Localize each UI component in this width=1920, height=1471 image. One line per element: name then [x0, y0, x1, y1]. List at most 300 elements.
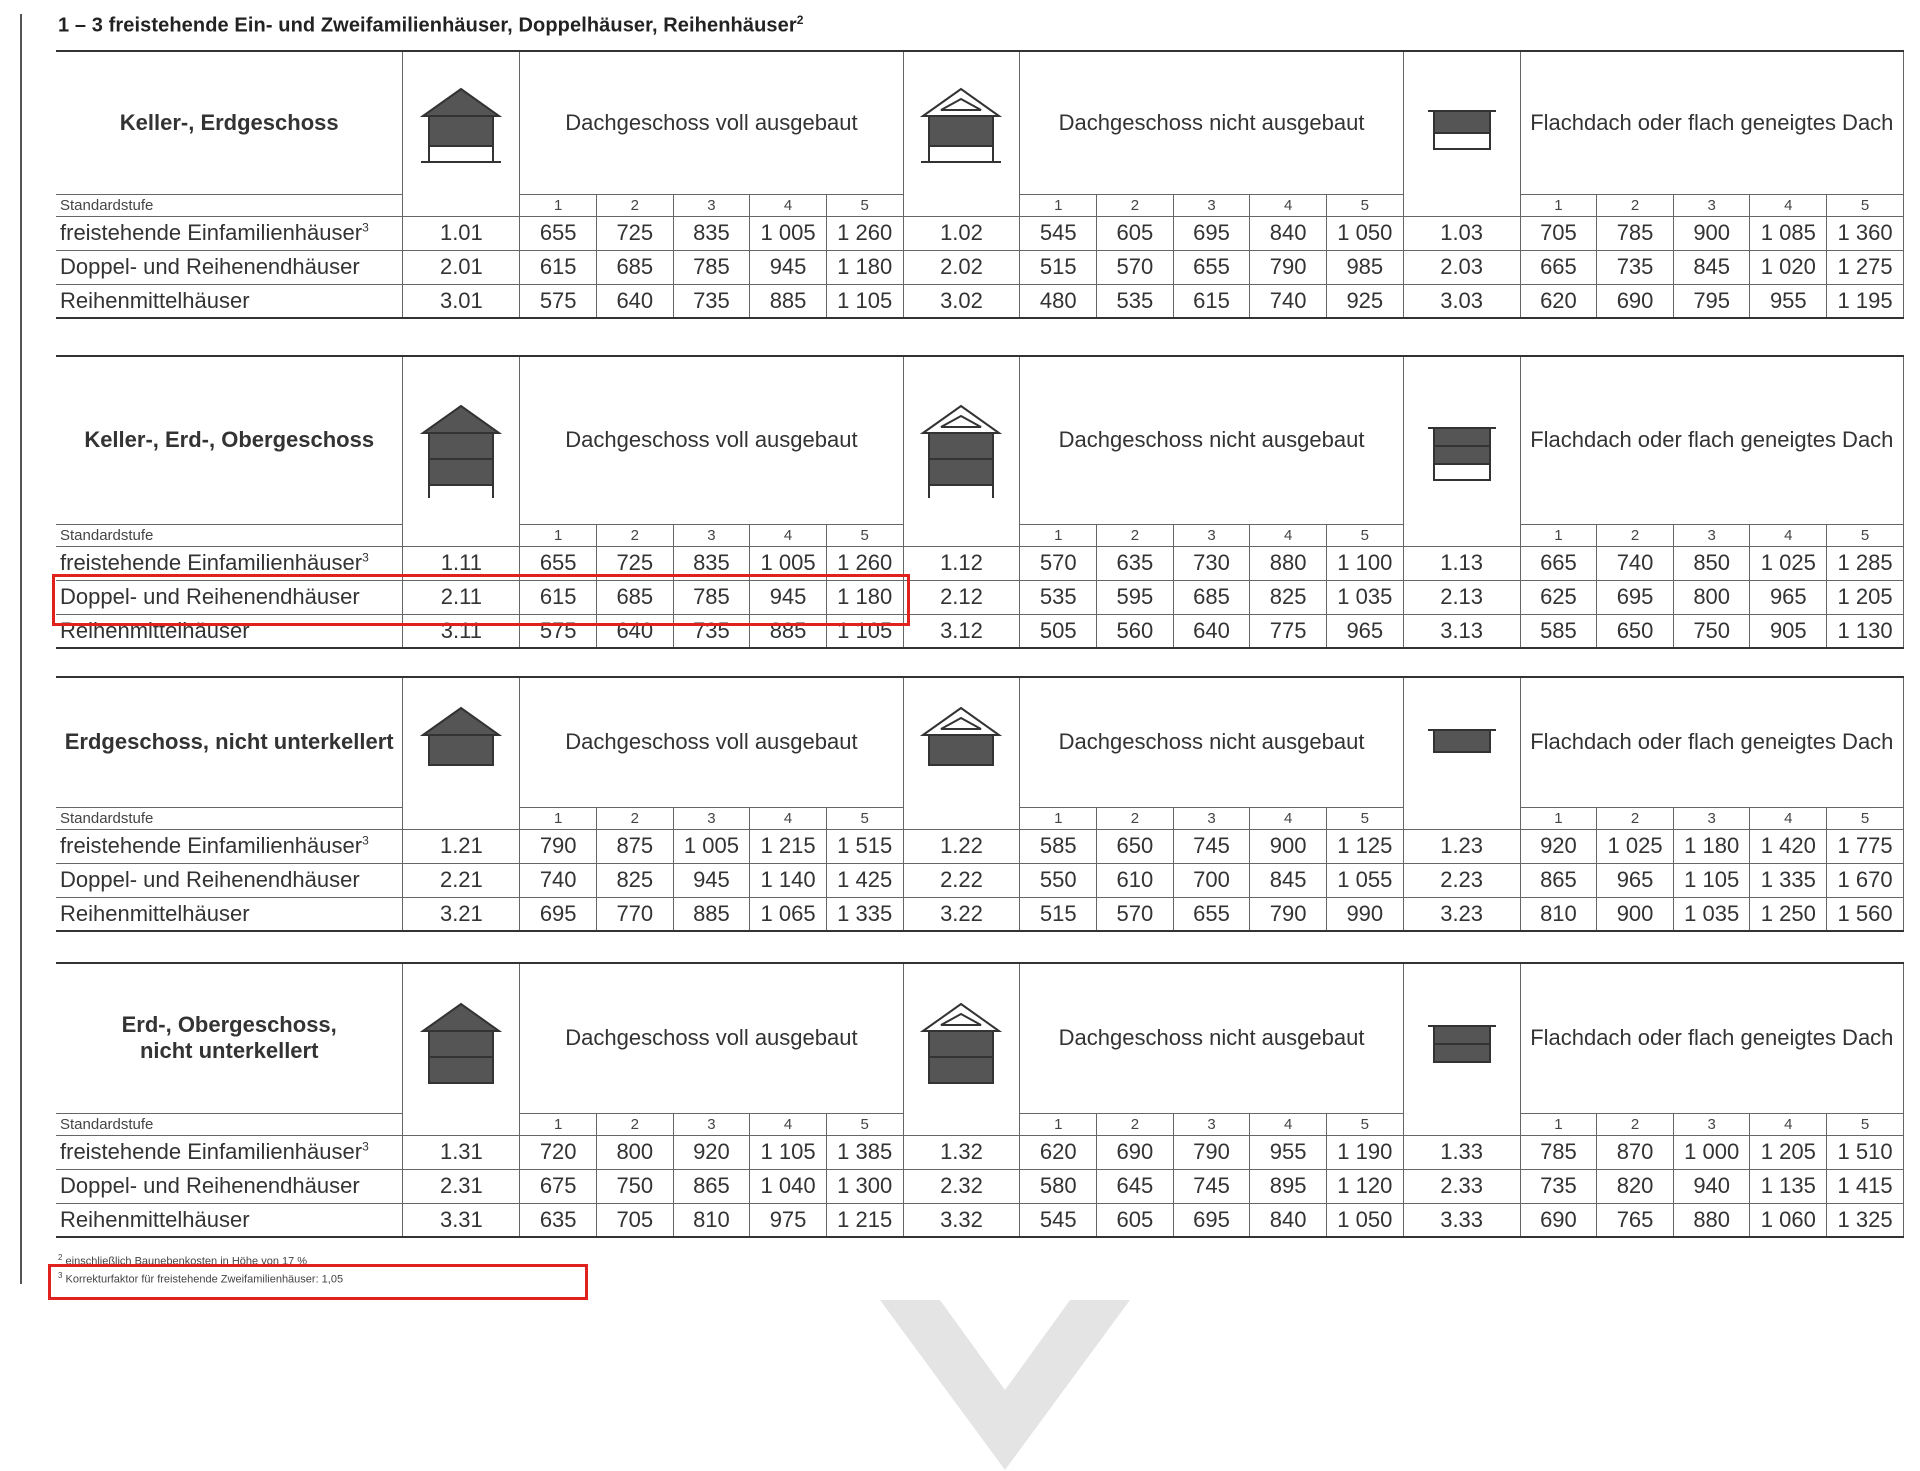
cost-value-cell: 1 325 [1827, 1203, 1904, 1237]
cost-value-cell: 640 [596, 614, 673, 648]
standard-level-number: 5 [826, 807, 903, 829]
cost-value-cell: 920 [1520, 829, 1597, 863]
cost-value-cell: 810 [673, 1203, 750, 1237]
cost-value-cell: 835 [673, 216, 750, 250]
table-row [56, 1169, 1904, 1203]
cost-value-cell: 1 005 [750, 546, 827, 580]
cost-value-cell: 1 510 [1827, 1135, 1904, 1169]
cost-value-cell: 690 [1520, 1203, 1597, 1237]
cost-value-cell: 1 260 [826, 546, 903, 580]
cost-value-cell: 695 [520, 897, 597, 931]
type-code: 2.12 [903, 580, 1020, 614]
house-flat-roof-icon [1403, 677, 1520, 829]
type-code: 2.11 [403, 580, 520, 614]
cost-value-cell: 940 [1673, 1169, 1750, 1203]
cost-value-cell: 655 [520, 546, 597, 580]
cost-value-cell: 595 [1097, 580, 1174, 614]
standard-level-number: 2 [1097, 1113, 1174, 1135]
cost-value-cell: 1 385 [826, 1135, 903, 1169]
type-code: 3.23 [1403, 897, 1520, 931]
cost-value-cell: 535 [1097, 284, 1174, 318]
cost-value-cell: 700 [1173, 863, 1250, 897]
cost-value-cell: 1 775 [1827, 829, 1904, 863]
cost-value-cell: 820 [1597, 1169, 1674, 1203]
type-code: 2.22 [903, 863, 1020, 897]
watermark-chevron-icon [880, 1300, 1130, 1470]
standard-level-number: 1 [520, 524, 597, 546]
cost-value-cell: 620 [1520, 284, 1597, 318]
cost-value-cell: 695 [1173, 216, 1250, 250]
cost-value-cell: 870 [1597, 1135, 1674, 1169]
cost-value-cell: 1 005 [673, 829, 750, 863]
cost-value-cell: 1 105 [826, 614, 903, 648]
cost-value-cell: 580 [1020, 1169, 1097, 1203]
cost-value-cell: 965 [1326, 614, 1403, 648]
house-gable-roof-icon [403, 356, 520, 546]
cost-value-cell: 705 [1520, 216, 1597, 250]
table-title: 1 – 3 freistehende Ein- und Zweifamilienhäuser, Doppelhäuser, Reihenhäuser$^2$ [58, 13, 804, 37]
cost-value-cell: 1 130 [1827, 614, 1904, 648]
house-attic-not-built-icon [903, 356, 1020, 546]
cost-value-cell: 955 [1250, 1135, 1327, 1169]
cost-value-cell: 535 [1020, 580, 1097, 614]
cost-value-cell: 1 120 [1326, 1169, 1403, 1203]
standard-level-number: 2 [1097, 807, 1174, 829]
standard-level-label: Standardstufe [56, 1113, 403, 1135]
type-code: 3.02 [903, 284, 1020, 318]
cost-value-cell: 480 [1020, 284, 1097, 318]
cost-value-cell: 1 105 [826, 284, 903, 318]
standard-level-number: 1 [520, 1113, 597, 1135]
type-code: 3.12 [903, 614, 1020, 648]
standard-level-number: 5 [826, 524, 903, 546]
cost-value-cell: 1 125 [1326, 829, 1403, 863]
house-gable-roof-icon [403, 677, 520, 829]
type-code: 1.13 [1403, 546, 1520, 580]
cost-value-cell: 920 [673, 1135, 750, 1169]
cost-value-cell: 515 [1020, 250, 1097, 284]
house-attic-not-built-icon [903, 677, 1020, 829]
cost-value-cell: 640 [596, 284, 673, 318]
cost-value-cell: 810 [1520, 897, 1597, 931]
cost-value-cell: 865 [1520, 863, 1597, 897]
roof-type-label: Dachgeschoss nicht ausgebaut [1020, 963, 1403, 1113]
cost-value-cell: 785 [673, 250, 750, 284]
cost-value-cell: 985 [1326, 250, 1403, 284]
standard-level-number: 2 [1597, 194, 1674, 216]
standard-level-label: Standardstufe [56, 194, 403, 216]
standard-level-number: 5 [1827, 1113, 1904, 1135]
cost-value-cell: 990 [1326, 897, 1403, 931]
type-code: 3.13 [1403, 614, 1520, 648]
cost-value-cell: 790 [1250, 897, 1327, 931]
section-heading: Keller-, Erd-, Obergeschoss [56, 356, 403, 524]
roof-type-label: Dachgeschoss nicht ausgebaut [1020, 356, 1403, 524]
cost-value-cell: 1 275 [1827, 250, 1904, 284]
cost-value-cell: 765 [1597, 1203, 1674, 1237]
cost-value-cell: 885 [750, 614, 827, 648]
standard-level-number: 1 [1020, 194, 1097, 216]
table-row [56, 829, 1904, 863]
cost-value-cell: 675 [520, 1169, 597, 1203]
margin-bar [20, 14, 22, 1284]
standard-level-number: 5 [1326, 524, 1403, 546]
cost-value-cell: 1 060 [1750, 1203, 1827, 1237]
cost-value-cell: 720 [520, 1135, 597, 1169]
cost-value-cell: 1 285 [1827, 546, 1904, 580]
standard-level-number: 5 [1326, 807, 1403, 829]
type-code: 1.21 [403, 829, 520, 863]
cost-value-cell: 585 [1520, 614, 1597, 648]
house-gable-roof-icon [403, 51, 520, 216]
standard-level-number: 4 [750, 807, 827, 829]
cost-value-cell: 735 [673, 614, 750, 648]
cost-value-cell: 1 050 [1326, 216, 1403, 250]
table-row [56, 284, 1904, 318]
roof-type-label: Dachgeschoss voll ausgebaut [520, 963, 903, 1113]
cost-value-cell: 840 [1250, 1203, 1327, 1237]
cost-value-cell: 635 [520, 1203, 597, 1237]
cost-value-cell: 840 [1250, 216, 1327, 250]
standard-level-number: 5 [1827, 524, 1904, 546]
type-code: 1.02 [903, 216, 1020, 250]
building-type-label: Doppel- und Reihenendhäuser [56, 580, 403, 614]
table-row [56, 1203, 1904, 1237]
cost-value-cell: 1 215 [750, 829, 827, 863]
cost-value-cell: 650 [1097, 829, 1174, 863]
cost-value-cell: 515 [1020, 897, 1097, 931]
standard-level-number: 1 [1020, 1113, 1097, 1135]
house-attic-not-built-icon [903, 963, 1020, 1135]
standard-level-number: 3 [673, 524, 750, 546]
cost-value-cell: 1 180 [1673, 829, 1750, 863]
standard-level-number: 5 [1326, 194, 1403, 216]
cost-value-cell: 1 425 [826, 863, 903, 897]
building-type-label: freistehende Einfamilienhäuser$^3$ [56, 829, 403, 863]
cost-value-cell: 545 [1020, 1203, 1097, 1237]
cost-value-cell: 945 [750, 580, 827, 614]
cost-value-cell: 800 [596, 1135, 673, 1169]
cost-value-cell: 1 000 [1673, 1135, 1750, 1169]
roof-type-label: Dachgeschoss voll ausgebaut [520, 356, 903, 524]
cost-table-section-1 [56, 50, 1904, 319]
standard-level-number: 4 [1750, 194, 1827, 216]
cost-value-cell: 610 [1097, 863, 1174, 897]
cost-value-cell: 770 [596, 897, 673, 931]
cost-value-cell: 785 [1520, 1135, 1597, 1169]
standard-level-number: 4 [1250, 1113, 1327, 1135]
building-type-label: freistehende Einfamilienhäuser$^3$ [56, 1135, 403, 1169]
type-code: 3.03 [1403, 284, 1520, 318]
type-code: 1.11 [403, 546, 520, 580]
cost-value-cell: 775 [1250, 614, 1327, 648]
standard-level-number: 2 [1597, 524, 1674, 546]
roof-type-label: Dachgeschoss nicht ausgebaut [1020, 677, 1403, 807]
cost-value-cell: 1 195 [1827, 284, 1904, 318]
cost-value-cell: 655 [1173, 250, 1250, 284]
type-code: 2.01 [403, 250, 520, 284]
type-code: 1.32 [903, 1135, 1020, 1169]
cost-value-cell: 875 [596, 829, 673, 863]
type-code: 3.32 [903, 1203, 1020, 1237]
standard-level-number: 3 [1173, 1113, 1250, 1135]
cost-value-cell: 1 005 [750, 216, 827, 250]
cost-value-cell: 615 [520, 250, 597, 284]
cost-value-cell: 725 [596, 546, 673, 580]
standard-level-number: 4 [1250, 807, 1327, 829]
type-code: 2.13 [1403, 580, 1520, 614]
cost-value-cell: 905 [1750, 614, 1827, 648]
cost-value-cell: 790 [520, 829, 597, 863]
cost-value-cell: 850 [1673, 546, 1750, 580]
building-type-label: Reihenmittelhäuser [56, 1203, 403, 1237]
standard-level-number: 3 [1673, 1113, 1750, 1135]
cost-value-cell: 615 [520, 580, 597, 614]
cost-value-cell: 1 065 [750, 897, 827, 931]
cost-value-cell: 685 [596, 250, 673, 284]
cost-value-cell: 900 [1597, 897, 1674, 931]
cost-value-cell: 1 250 [1750, 897, 1827, 931]
cost-value-cell: 1 205 [1750, 1135, 1827, 1169]
cost-value-cell: 900 [1250, 829, 1327, 863]
cost-value-cell: 925 [1326, 284, 1403, 318]
roof-type-label: Dachgeschoss voll ausgebaut [520, 677, 903, 807]
standard-level-number: 3 [1673, 807, 1750, 829]
cost-value-cell: 845 [1250, 863, 1327, 897]
cost-value-cell: 685 [1173, 580, 1250, 614]
standard-level-number: 5 [1326, 1113, 1403, 1135]
cost-value-cell: 790 [1173, 1135, 1250, 1169]
standard-level-number: 2 [1597, 807, 1674, 829]
highlight-box-row-2-11 [52, 574, 910, 626]
house-flat-roof-icon [1403, 51, 1520, 216]
standard-level-number: 5 [826, 194, 903, 216]
cost-value-cell: 885 [673, 897, 750, 931]
cost-value-cell: 550 [1020, 863, 1097, 897]
standard-level-number: 3 [1173, 524, 1250, 546]
cost-value-cell: 1 035 [1326, 580, 1403, 614]
cost-value-cell: 695 [1597, 580, 1674, 614]
cost-value-cell: 705 [596, 1203, 673, 1237]
cost-value-cell: 1 055 [1326, 863, 1403, 897]
section-heading: Keller-, Erdgeschoss [56, 51, 403, 194]
type-code: 1.01 [403, 216, 520, 250]
standard-level-number: 1 [1520, 807, 1597, 829]
cost-value-cell: 615 [1173, 284, 1250, 318]
house-flat-roof-icon [1403, 963, 1520, 1135]
cost-value-cell: 585 [1020, 829, 1097, 863]
cost-value-cell: 690 [1597, 284, 1674, 318]
cost-value-cell: 685 [596, 580, 673, 614]
standard-level-number: 5 [1827, 807, 1904, 829]
building-type-label: freistehende Einfamilienhäuser$^3$ [56, 216, 403, 250]
type-code: 2.23 [1403, 863, 1520, 897]
cost-value-cell: 1 050 [1326, 1203, 1403, 1237]
cost-value-cell: 645 [1097, 1169, 1174, 1203]
cost-value-cell: 1 420 [1750, 829, 1827, 863]
cost-value-cell: 655 [520, 216, 597, 250]
cost-value-cell: 750 [596, 1169, 673, 1203]
standard-level-number: 4 [750, 1113, 827, 1135]
cost-value-cell: 1 025 [1597, 829, 1674, 863]
standard-level-label: Standardstufe [56, 807, 403, 829]
cost-value-cell: 605 [1097, 216, 1174, 250]
cost-value-cell: 1 020 [1750, 250, 1827, 284]
cost-value-cell: 650 [1597, 614, 1674, 648]
building-type-label: Doppel- und Reihenendhäuser [56, 863, 403, 897]
building-type-label: freistehende Einfamilienhäuser$^3$ [56, 546, 403, 580]
cost-value-cell: 635 [1097, 546, 1174, 580]
cost-value-cell: 965 [1750, 580, 1827, 614]
standard-level-number: 4 [1250, 194, 1327, 216]
cost-value-cell: 1 085 [1750, 216, 1827, 250]
standard-level-number: 3 [673, 807, 750, 829]
cost-table-section-4 [56, 962, 1904, 1238]
cost-value-cell: 785 [673, 580, 750, 614]
standard-level-number: 5 [1827, 194, 1904, 216]
table-row [56, 897, 1904, 931]
cost-value-cell: 1 105 [1673, 863, 1750, 897]
cost-value-cell: 880 [1250, 546, 1327, 580]
cost-value-cell: 745 [1173, 1169, 1250, 1203]
cost-value-cell: 1 205 [1827, 580, 1904, 614]
standard-level-number: 2 [1097, 524, 1174, 546]
cost-value-cell: 575 [520, 614, 597, 648]
type-code: 3.01 [403, 284, 520, 318]
table-row [56, 216, 1904, 250]
standard-level-number: 2 [1597, 1113, 1674, 1135]
house-attic-not-built-icon [903, 51, 1020, 216]
standard-level-number: 4 [1750, 524, 1827, 546]
cost-value-cell: 740 [520, 863, 597, 897]
cost-value-cell: 570 [1097, 897, 1174, 931]
cost-value-cell: 795 [1673, 284, 1750, 318]
cost-value-cell: 740 [1250, 284, 1327, 318]
type-code: 3.31 [403, 1203, 520, 1237]
cost-value-cell: 1 180 [826, 250, 903, 284]
cost-value-cell: 745 [1173, 829, 1250, 863]
type-code: 3.11 [403, 614, 520, 648]
cost-value-cell: 1 415 [1827, 1169, 1904, 1203]
cost-value-cell: 1 035 [1673, 897, 1750, 931]
standard-level-number: 2 [596, 1113, 673, 1135]
type-code: 1.22 [903, 829, 1020, 863]
cost-table-section-3 [56, 676, 1904, 932]
cost-value-cell: 845 [1673, 250, 1750, 284]
type-code: 2.31 [403, 1169, 520, 1203]
cost-value-cell: 800 [1673, 580, 1750, 614]
type-code: 1.23 [1403, 829, 1520, 863]
type-code: 1.33 [1403, 1135, 1520, 1169]
standard-level-number: 3 [1673, 194, 1750, 216]
cost-value-cell: 570 [1020, 546, 1097, 580]
cost-value-cell: 750 [1673, 614, 1750, 648]
building-type-label: Doppel- und Reihenendhäuser [56, 250, 403, 284]
standard-level-number: 1 [520, 807, 597, 829]
section-heading: Erdgeschoss, nicht unterkellert [56, 677, 403, 807]
type-code: 2.03 [1403, 250, 1520, 284]
standard-level-number: 1 [1520, 194, 1597, 216]
standard-level-number: 4 [750, 524, 827, 546]
cost-value-cell: 945 [750, 250, 827, 284]
cost-value-cell: 955 [1750, 284, 1827, 318]
standard-level-label: Standardstufe [56, 524, 403, 546]
table-row [56, 250, 1904, 284]
roof-type-label: Flachdach oder flach geneigtes Dach [1520, 963, 1903, 1113]
cost-value-cell: 625 [1520, 580, 1597, 614]
standard-level-number: 3 [673, 1113, 750, 1135]
standard-level-number: 3 [1173, 807, 1250, 829]
cost-value-cell: 1 135 [1750, 1169, 1827, 1203]
standard-level-number: 4 [1750, 807, 1827, 829]
cost-value-cell: 895 [1250, 1169, 1327, 1203]
cost-value-cell: 735 [673, 284, 750, 318]
standard-level-number: 3 [673, 194, 750, 216]
cost-value-cell: 790 [1250, 250, 1327, 284]
cost-value-cell: 665 [1520, 250, 1597, 284]
cost-value-cell: 1 335 [826, 897, 903, 931]
standard-level-number: 5 [826, 1113, 903, 1135]
roof-type-label: Dachgeschoss nicht ausgebaut [1020, 51, 1403, 194]
cost-value-cell: 1 180 [826, 580, 903, 614]
cost-value-cell: 735 [1520, 1169, 1597, 1203]
roof-type-label: Flachdach oder flach geneigtes Dach [1520, 51, 1903, 194]
cost-value-cell: 730 [1173, 546, 1250, 580]
standard-level-number: 3 [1673, 524, 1750, 546]
building-type-label: Reihenmittelhäuser [56, 614, 403, 648]
type-code: 2.02 [903, 250, 1020, 284]
cost-value-cell: 740 [1597, 546, 1674, 580]
cost-value-cell: 1 260 [826, 216, 903, 250]
cost-value-cell: 665 [1520, 546, 1597, 580]
cost-value-cell: 1 025 [1750, 546, 1827, 580]
cost-value-cell: 620 [1020, 1135, 1097, 1169]
standard-level-number: 2 [596, 807, 673, 829]
cost-value-cell: 1 515 [826, 829, 903, 863]
cost-value-cell: 865 [673, 1169, 750, 1203]
standard-level-number: 2 [596, 194, 673, 216]
cost-value-cell: 695 [1173, 1203, 1250, 1237]
cost-value-cell: 1 040 [750, 1169, 827, 1203]
cost-value-cell: 575 [520, 284, 597, 318]
roof-type-label: Flachdach oder flach geneigtes Dach [1520, 677, 1903, 807]
footnote-2: $^2$ einschließlich Baunebenkosten in Höhe von 17 % [58, 1253, 308, 1268]
standard-level-number: 1 [1520, 524, 1597, 546]
building-type-label: Reihenmittelhäuser [56, 897, 403, 931]
cost-value-cell: 825 [1250, 580, 1327, 614]
cost-value-cell: 1 560 [1827, 897, 1904, 931]
cost-value-cell: 545 [1020, 216, 1097, 250]
type-code: 2.32 [903, 1169, 1020, 1203]
footnote-3: $^3$ Korrekturfaktor für freistehende Zweifamilienhäuser: 1,05 [58, 1271, 344, 1286]
cost-value-cell: 1 670 [1827, 863, 1904, 897]
cost-value-cell: 945 [673, 863, 750, 897]
cost-value-cell: 1 335 [1750, 863, 1827, 897]
standard-level-number: 1 [1020, 807, 1097, 829]
standard-level-number: 1 [520, 194, 597, 216]
standard-level-number: 4 [1750, 1113, 1827, 1135]
cost-value-cell: 1 360 [1827, 216, 1904, 250]
type-code: 1.31 [403, 1135, 520, 1169]
table-row [56, 863, 1904, 897]
cost-value-cell: 885 [750, 284, 827, 318]
cost-value-cell: 605 [1097, 1203, 1174, 1237]
type-code: 3.22 [903, 897, 1020, 931]
standard-level-number: 2 [596, 524, 673, 546]
cost-value-cell: 880 [1673, 1203, 1750, 1237]
section-heading: Erd-, Obergeschoss, nicht unterkellert [56, 963, 403, 1113]
cost-value-cell: 1 190 [1326, 1135, 1403, 1169]
